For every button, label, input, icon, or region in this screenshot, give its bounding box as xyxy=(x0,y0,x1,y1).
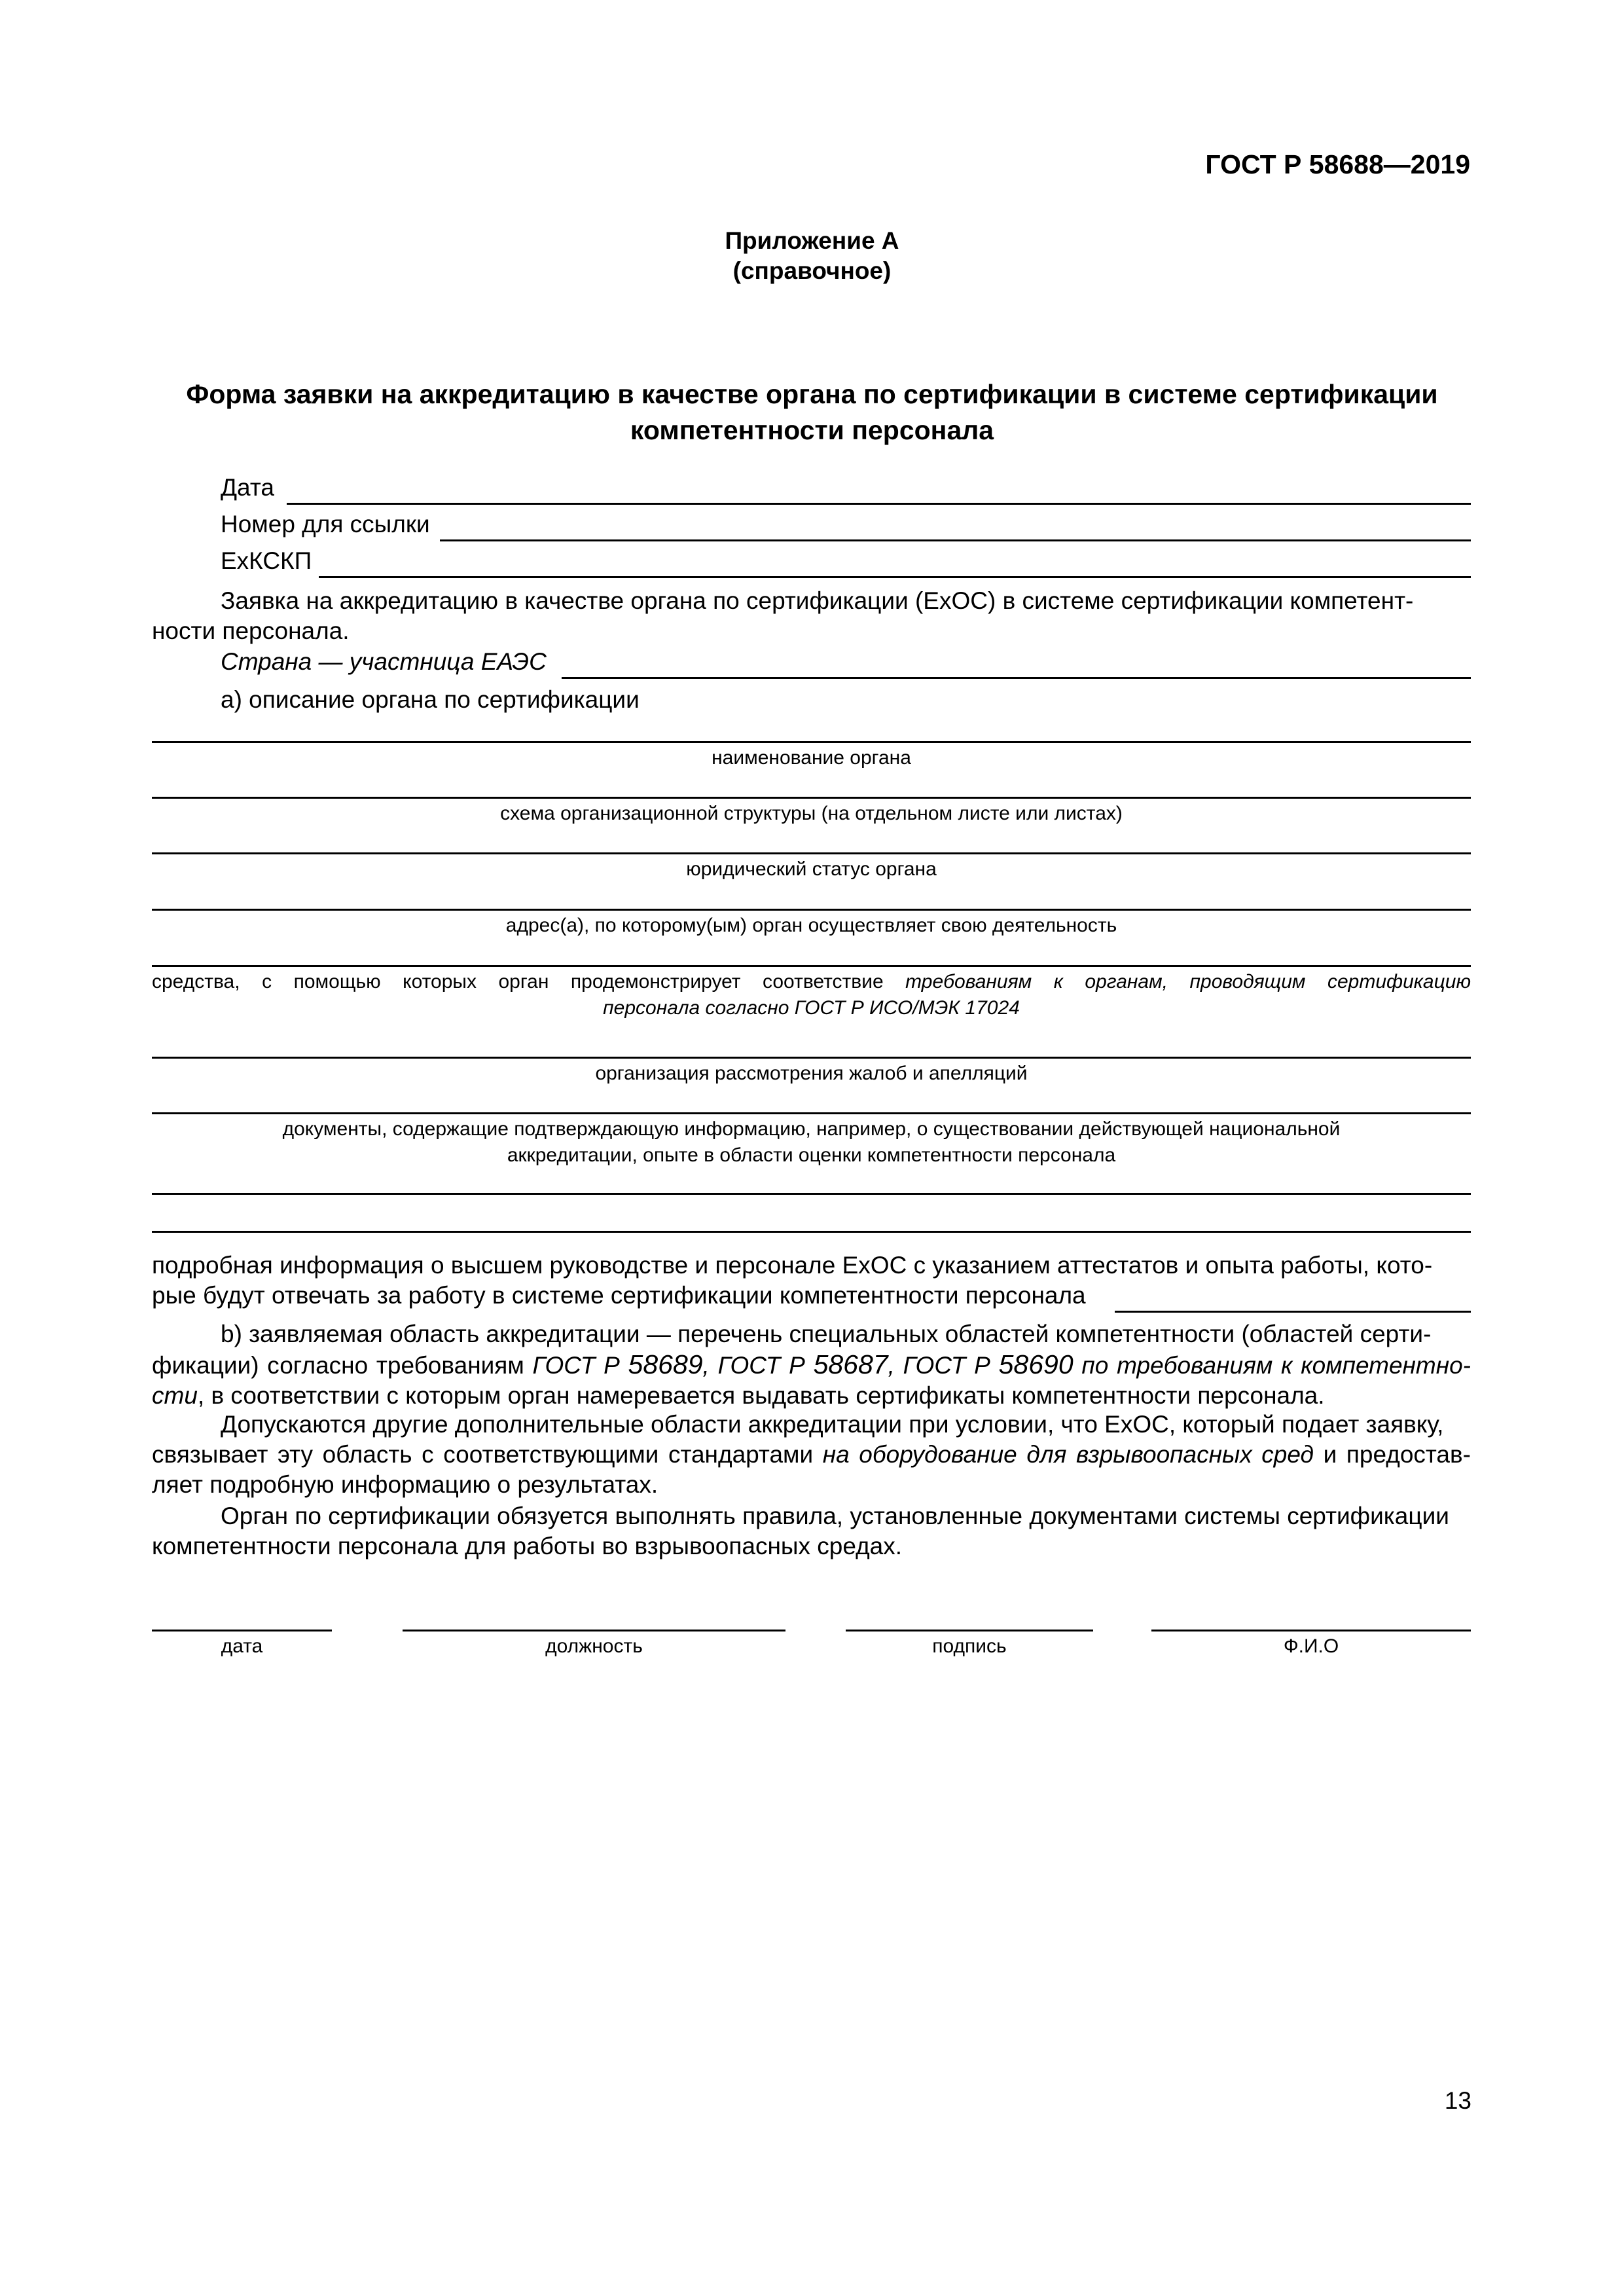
page-number: 13 xyxy=(1444,2087,1471,2114)
item-b-l3b: , в соответствии с которым орган намеревается выдавать сертификаты компетентности персонала. xyxy=(197,1382,1325,1409)
additional-line-1: Допускаются другие дополнительные области аккредитации при условии, что ExОС, который подает заявку, xyxy=(221,1411,1444,1438)
blank-line-2[interactable] xyxy=(152,1231,1471,1233)
means-caption-line-2: персонала согласно ГОСТ Р ИСО/МЭК 17024 xyxy=(603,997,1020,1019)
means-italic: требованиям к органам, проводящим сертификацию xyxy=(905,971,1471,993)
item-b-line-2 xyxy=(152,1349,1471,1381)
title-line-1: Форма заявки на аккредитацию в качестве органа по сертификации в системе сертификации xyxy=(186,379,1438,409)
address-caption: адрес(а), по которому(ым) орган осуществляет свою деятельность xyxy=(505,915,1117,936)
item-b-l2a: фикации) согласно требованиям xyxy=(152,1352,524,1379)
management-line-2: рые будут отвечать за работу в системе сертификации компетентности персонала xyxy=(152,1282,1086,1309)
management-paragraph xyxy=(152,1250,1471,1311)
signature-position-line[interactable] xyxy=(403,1630,785,1631)
exkskp-label: ExКСКП xyxy=(221,547,312,574)
body-name-caption: наименование органа xyxy=(712,747,911,769)
signature-date-line[interactable] xyxy=(152,1630,332,1631)
documents-caption-line-1: документы, содержащие подтверждающую информацию, например, о существовании действующей национальной xyxy=(282,1118,1341,1140)
item-b-l2b: по требованиям к компетентно- xyxy=(1081,1352,1471,1379)
structure-line[interactable] xyxy=(152,797,1471,799)
intro-line-2: ности персонала. xyxy=(152,617,350,644)
date-label: Дата xyxy=(221,474,274,501)
item-b-gost-1: ГОСТ Р 58689, xyxy=(532,1349,710,1379)
complaints-line[interactable] xyxy=(152,1057,1471,1059)
exkskp-field-line[interactable] xyxy=(319,576,1471,578)
obligation-line-2: компетентности персонала для работы во взрывоопасных средах. xyxy=(152,1533,903,1559)
item-b-paragraph xyxy=(152,1319,1471,1411)
signature-sign-caption: подпись xyxy=(932,1635,1007,1657)
legal-status-caption: юридический статус органа xyxy=(686,858,937,880)
documents-caption xyxy=(152,1116,1471,1169)
item-b-gost-2: ГОСТ Р 58687, xyxy=(717,1349,895,1379)
blank-line-1[interactable] xyxy=(152,1193,1471,1195)
standard-number: ГОСТ Р 58688—2019 xyxy=(1205,149,1470,179)
means-line[interactable] xyxy=(152,965,1471,967)
item-b-l3a: сти xyxy=(152,1382,198,1409)
management-line-1: подробная информация о высшем руководстве и персонале ExОС с указанием аттестатов и опыта работы, кото- xyxy=(152,1252,1433,1279)
item-b-line-3 xyxy=(152,1381,1471,1411)
country-field-line[interactable] xyxy=(562,677,1471,679)
item-b-line-1: b) заявляемая область аккредитации — перечень специальных областей компетентности (областей серти- xyxy=(221,1321,1432,1347)
title-line-2: компетентности персонала xyxy=(630,415,994,445)
additional-line-2 xyxy=(152,1440,1471,1470)
address-line[interactable] xyxy=(152,909,1471,911)
management-field-line[interactable] xyxy=(1115,1311,1471,1313)
signature-name-caption: Ф.И.О xyxy=(1283,1635,1339,1657)
documents-caption-line-2: аккредитации, опыте в области оценки компетентности персонала xyxy=(507,1144,1116,1166)
page-title xyxy=(131,376,1493,448)
item-b-gost-3: ГОСТ Р 58690 xyxy=(903,1349,1074,1379)
means-caption xyxy=(152,969,1471,1021)
annex-title: Приложение А xyxy=(725,227,899,254)
reference-field-line[interactable] xyxy=(440,539,1471,541)
structure-caption: схема организационной структуры (на отдельном листе или листах) xyxy=(500,803,1123,824)
item-a-label: а) описание органа по сертификации xyxy=(221,686,640,713)
signature-sign-line[interactable] xyxy=(846,1630,1093,1631)
means-caption-line-1 xyxy=(152,969,1471,995)
additional-l2b: и предостав- xyxy=(1323,1441,1471,1468)
additional-line-3: ляет подробную информацию о результатах. xyxy=(152,1471,659,1498)
annex-subtitle: (справочное) xyxy=(732,257,892,284)
reference-label: Номер для ссылки xyxy=(221,511,430,538)
annex-heading xyxy=(0,226,1624,286)
additional-l2a: связывает эту область с соответствующими стандартами xyxy=(152,1441,814,1468)
signature-name-line[interactable] xyxy=(1151,1630,1471,1631)
intro-line-1: Заявка на аккредитацию в качестве органа по сертификации (ExОС) в системе сертификации компетент- xyxy=(221,587,1414,614)
application-intro xyxy=(152,586,1471,646)
means-plain: средства, с помощью которых орган продемонстрирует соответствие xyxy=(152,971,884,993)
complaints-caption: организация рассмотрения жалоб и апелляций xyxy=(595,1063,1028,1084)
body-name-line[interactable] xyxy=(152,741,1471,743)
obligation-paragraph xyxy=(152,1501,1471,1561)
date-field-line[interactable] xyxy=(287,503,1471,505)
obligation-line-1: Орган по сертификации обязуется выполнять правила, установленные документами системы сертификации xyxy=(221,1503,1449,1529)
additional-paragraph xyxy=(152,1410,1471,1500)
signature-position-caption: должность xyxy=(545,1635,643,1657)
signature-date-caption: дата xyxy=(221,1635,263,1657)
documents-line[interactable] xyxy=(152,1112,1471,1114)
country-label: Страна — участница ЕАЭС xyxy=(221,648,547,675)
additional-l2i: на оборудование для взрывоопасных сред xyxy=(822,1441,1314,1468)
legal-status-line[interactable] xyxy=(152,852,1471,854)
